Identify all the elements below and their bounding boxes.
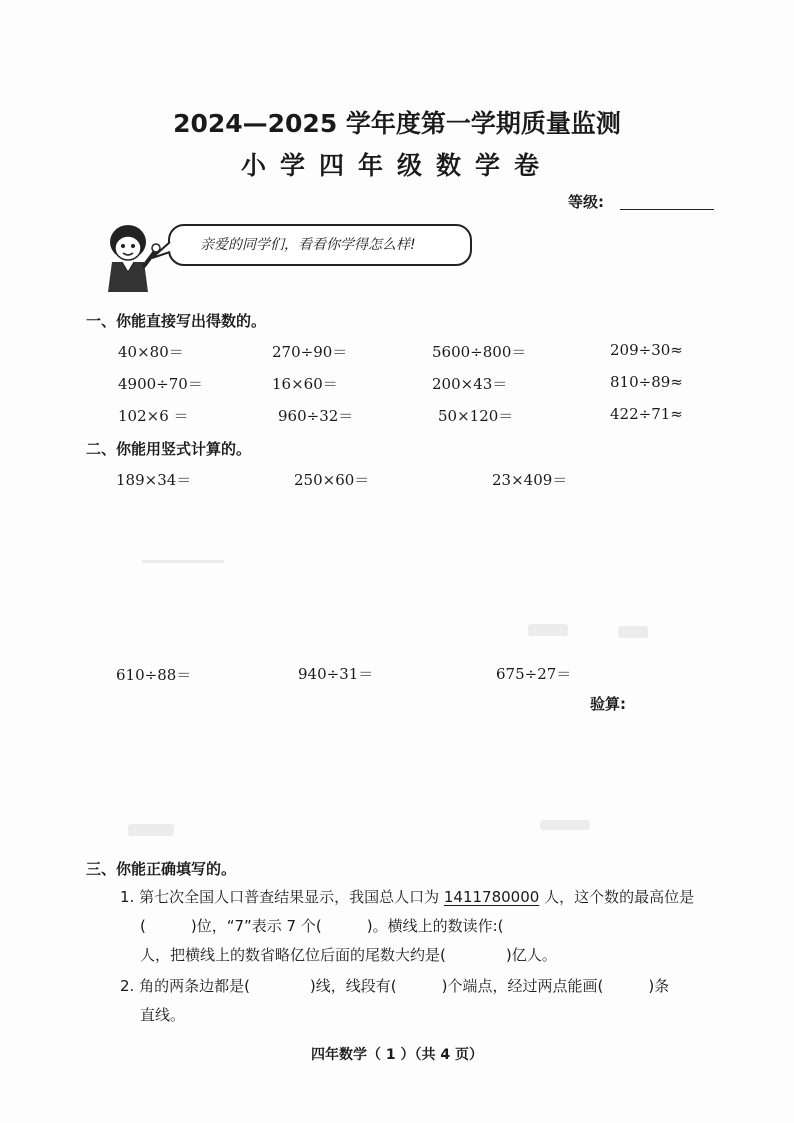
scan-smudge xyxy=(540,820,590,830)
exam-title: 2024—2025 学年度第一学期质量监测 xyxy=(173,109,621,138)
scan-smudge xyxy=(528,624,568,636)
question-2-line-2: 直线。 xyxy=(140,1006,186,1024)
q1-prefix: 1. 第七次全国人口普查结果显示，我国总人口为 xyxy=(120,888,440,906)
q1-suffix: 人，这个数的最高位是 xyxy=(544,888,695,906)
vertical-calc-problem: 189×34＝ xyxy=(116,471,192,489)
page-footer: 四年数学（ 1 ）（共 4 页） xyxy=(311,1047,483,1063)
question-1-line-2: ( )位，“7”表示 7 个( )。横线上的数读作:( xyxy=(140,917,504,935)
vertical-calc-problem: 250×60＝ xyxy=(294,471,370,489)
mental-math-problem: 50×120＝ xyxy=(438,407,514,425)
bubble-text: 亲爱的同学们，看看你学得怎么样! xyxy=(200,237,416,253)
vertical-calc-problem: 940÷31＝ xyxy=(298,665,374,683)
scan-smudge xyxy=(128,824,174,836)
verify-label: 验算: xyxy=(590,695,626,713)
mental-math-problem: 102×6 ＝ xyxy=(118,407,189,425)
scan-smudge xyxy=(618,626,648,638)
vertical-calc-problem: 675÷27＝ xyxy=(496,665,572,683)
scan-smudge xyxy=(142,560,224,563)
mental-math-problem: 16×60＝ xyxy=(272,375,338,393)
mental-math-problem: 40×80＝ xyxy=(118,343,184,361)
exam-subtitle: 小学四年级数学卷 xyxy=(240,151,553,180)
mental-math-problem: 810÷89≈ xyxy=(610,373,683,391)
section1-heading: 一、你能直接写出得数的。 xyxy=(86,312,267,330)
question-1-line-1 xyxy=(120,886,694,907)
question-1-line-3: 人，把横线上的数省略亿位后面的尾数大约是( )亿人。 xyxy=(140,946,557,964)
population-number: 1411780000 xyxy=(443,888,540,906)
question-2-line-1: 2. 角的两条边都是( )线，线段有( )个端点，经过两点能画( )条 xyxy=(120,977,670,995)
vertical-calc-problem: 610÷88＝ xyxy=(116,666,192,684)
speech-bubble-tail xyxy=(150,240,172,262)
mental-math-problem: 270÷90＝ xyxy=(272,343,348,361)
mental-math-problem: 5600÷800＝ xyxy=(432,343,527,361)
mental-math-problem: 4900÷70＝ xyxy=(118,375,203,393)
section3-heading: 三、你能正确填写的。 xyxy=(86,860,237,878)
mental-math-problem: 209÷30≈ xyxy=(610,341,683,359)
mental-math-problem: 200×43＝ xyxy=(432,375,508,393)
mental-math-problem: 960÷32＝ xyxy=(278,407,354,425)
section2-heading: 二、你能用竖式计算的。 xyxy=(86,440,252,458)
grade-blank[interactable] xyxy=(620,209,714,210)
mental-math-problem: 422÷71≈ xyxy=(610,405,683,423)
grade-label: 等级: xyxy=(568,193,604,211)
vertical-calc-problem: 23×409＝ xyxy=(492,471,568,489)
